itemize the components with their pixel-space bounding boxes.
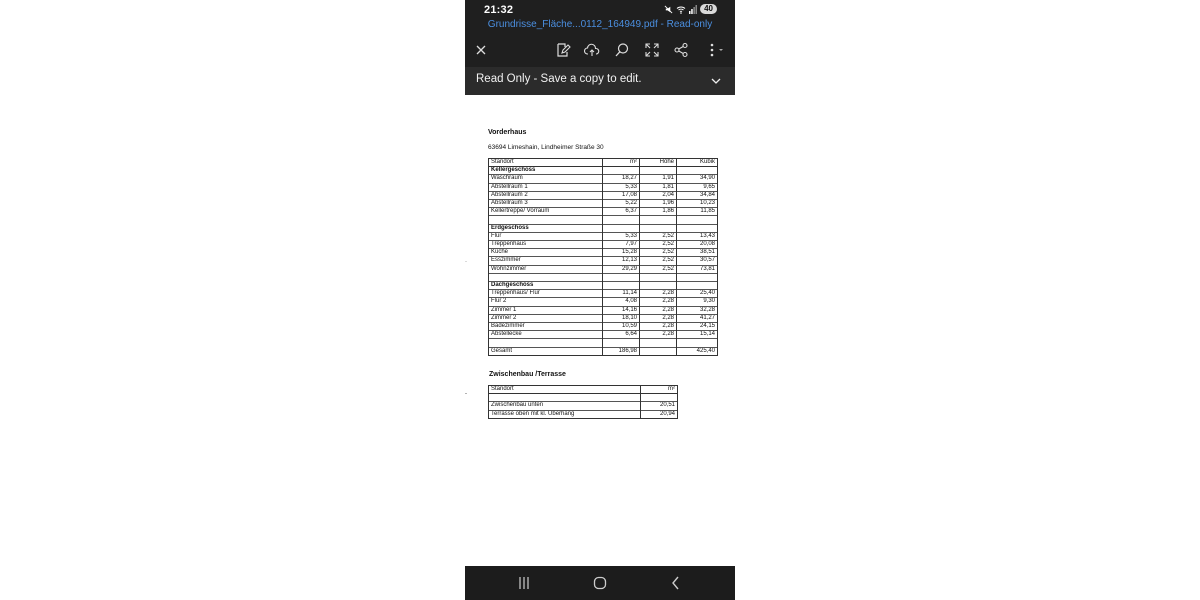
table-row [489,216,718,224]
table-row [489,394,678,402]
table-cell: 34,90 [677,175,718,183]
table-cell: 2,28 [640,290,677,298]
table-cell: Kellertreppe/ Vorraum [489,208,603,216]
table-row [489,402,678,410]
status-bar [465,0,735,20]
chevron-down-icon[interactable] [709,74,723,88]
table-cell: Erdgeschoss [489,224,603,232]
table-row [489,282,718,290]
table-header-row [489,159,718,167]
table-cell: 13,43 [677,232,718,240]
table-cell: Abstellraum 1 [489,183,603,191]
table-cell [603,273,640,281]
table-row [489,257,718,265]
table-cell: 10,23 [677,200,718,208]
table-cell: 32,28 [677,306,718,314]
close-icon [473,42,489,58]
table-cell [640,347,677,355]
table-cell: 11,85 [677,208,718,216]
table-cell: 1,91 [640,175,677,183]
edit-icon [555,42,571,58]
banner-text: Read Only - Save a copy to edit. [476,73,642,85]
table-cell: 10,59 [603,323,640,331]
table-row [489,183,718,191]
table-cell: 425,40 [677,347,718,355]
terrace-table [488,385,678,419]
table-cell [489,273,603,281]
table-cell: 2,28 [640,298,677,306]
room-table [488,158,718,356]
table-cell: 17,08 [603,191,640,199]
table-cell: 34,84 [677,191,718,199]
page-edge-mark: - [465,391,467,397]
table-cell [603,167,640,175]
save-to-cloud-button[interactable] [583,41,601,59]
table-cell [640,282,677,290]
table-cell: Wohnzimmer [489,265,603,273]
table-cell: Kellergeschoss [489,167,603,175]
table-cell: 20,08 [677,241,718,249]
table-cell: 186,98 [603,347,640,355]
table-cell: Gesamt [489,347,603,355]
table-header-row [489,386,678,394]
page-edge-mark: · [465,259,467,265]
table-row [489,339,718,347]
table-cell: Esszimmer [489,257,603,265]
table-cell: 2,52 [640,257,677,265]
table-cell: 73,81 [677,265,718,273]
edit-button[interactable] [554,41,572,59]
table-cell: Badezimmer [489,323,603,331]
table-cell [489,216,603,224]
table-cell: 12,13 [603,257,640,265]
table-cell: Abstellecke [489,331,603,339]
table-row [489,306,718,314]
table-cell: Zimmer 1 [489,306,603,314]
table-cell: 38,51 [677,249,718,257]
table-row [489,347,718,355]
table-cell: 20,51 [641,402,678,410]
table-cell: 1,81 [640,183,677,191]
document-title: Grundrisse_Fläche...0112_164949.pdf - Read-only [487,19,713,30]
table-cell: Flur 2 [489,298,603,306]
status-icons [664,4,717,14]
read-only-banner[interactable] [465,67,735,95]
table-cell: 5,33 [603,232,640,240]
table-cell: 11,14 [603,290,640,298]
table-cell [677,339,718,347]
back-icon[interactable] [668,575,684,591]
table-cell [677,282,718,290]
table-cell: 7,97 [603,241,640,249]
table-cell [603,282,640,290]
table-cell [603,224,640,232]
column-header: Kubik [677,159,718,167]
table-row [489,167,718,175]
table-cell [677,216,718,224]
table-cell: 30,57 [677,257,718,265]
column-header: Höhe [640,159,677,167]
system-nav-bar [465,566,735,600]
table-row [489,224,718,232]
table-cell: Treppenhaus/ Flur [489,290,603,298]
table-cell: Flur [489,232,603,240]
table-cell: Terrasse oben mit kl. Überhang [489,410,641,418]
app-header [465,0,735,67]
table-cell: 24,15 [677,323,718,331]
table-row [489,273,718,281]
table-cell [640,339,677,347]
table-row [489,298,718,306]
toolbar [465,38,735,62]
table-cell: 15,28 [603,249,640,257]
wifi-icon [676,5,686,14]
table-cell: 15,14 [677,331,718,339]
table-cell [640,224,677,232]
table-row [489,314,718,322]
table-cell [677,167,718,175]
column-header: m² [641,386,678,394]
table-cell: 2,52 [640,241,677,249]
table-cell: Abstellraum 3 [489,200,603,208]
table-cell [603,339,640,347]
doc-heading: Vorderhaus [488,129,527,136]
section-heading: Zwischenbau /Terrasse [489,371,566,378]
table-cell [677,224,718,232]
table-cell: Waschraum [489,175,603,183]
more-icon [703,42,727,58]
table-cell: 1,96 [640,200,677,208]
table-cell [640,167,677,175]
table-cell: 4,08 [603,298,640,306]
status-time: 21:32 [484,4,514,16]
table-cell [489,339,603,347]
share-icon [673,42,689,58]
table-cell: 5,33 [603,183,640,191]
table-cell: 2,52 [640,249,677,257]
table-row [489,208,718,216]
table-cell: 20,94 [641,410,678,418]
table-cell: 18,10 [603,314,640,322]
column-header: m² [603,159,640,167]
table-row [489,241,718,249]
cloud-upload-icon [584,42,600,58]
table-row [489,410,678,418]
fullscreen-button[interactable] [643,41,661,59]
signal-icon [689,5,697,14]
table-cell: 2,52 [640,265,677,273]
home-icon[interactable] [592,575,608,591]
table-row [489,191,718,199]
table-cell: 41,27 [677,314,718,322]
table-cell [603,216,640,224]
table-cell: Treppenhaus [489,241,603,249]
table-cell: Dachgeschoss [489,282,603,290]
table-cell: 25,40 [677,290,718,298]
table-row [489,249,718,257]
close-button[interactable] [472,41,490,59]
recent-apps-icon[interactable] [516,575,532,591]
mute-icon [664,5,673,14]
table-cell [489,394,641,402]
table-cell: 6,64 [603,331,640,339]
table-cell: Küche [489,249,603,257]
doc-address: 63694 Limeshain, Lindheimer Straße 30 [488,144,604,151]
fullscreen-icon [644,42,660,58]
table-row [489,323,718,331]
table-cell: 14,16 [603,306,640,314]
battery-indicator: 40 [700,4,717,14]
table-cell: 5,22 [603,200,640,208]
share-button[interactable] [672,41,690,59]
table-row [489,265,718,273]
table-cell: Zwischenbau unten [489,402,641,410]
table-cell: 18,27 [603,175,640,183]
table-row [489,175,718,183]
pdf-page [465,95,735,566]
table-cell: 9,30 [677,298,718,306]
column-header: Standort [489,386,641,394]
table-cell [641,394,678,402]
more-options-button[interactable] [703,41,727,59]
table-row [489,290,718,298]
table-cell: 2,28 [640,306,677,314]
table-cell: 2,04 [640,191,677,199]
table-cell [677,273,718,281]
table-cell: 2,28 [640,331,677,339]
table-cell [640,216,677,224]
phone-screen [465,0,735,600]
table-cell: 6,37 [603,208,640,216]
table-cell: Abstellraum 2 [489,191,603,199]
table-cell: 2,52 [640,232,677,240]
table-row [489,331,718,339]
table-cell: 2,28 [640,314,677,322]
table-cell [640,273,677,281]
table-cell: 1,86 [640,208,677,216]
search-icon [614,42,630,58]
table-cell: 2,28 [640,323,677,331]
table-cell: 29,29 [603,265,640,273]
column-header: Standort [489,159,603,167]
search-button[interactable] [613,41,631,59]
table-cell: 9,65 [677,183,718,191]
table-cell: Zimmer 2 [489,314,603,322]
table-row [489,232,718,240]
table-row [489,200,718,208]
